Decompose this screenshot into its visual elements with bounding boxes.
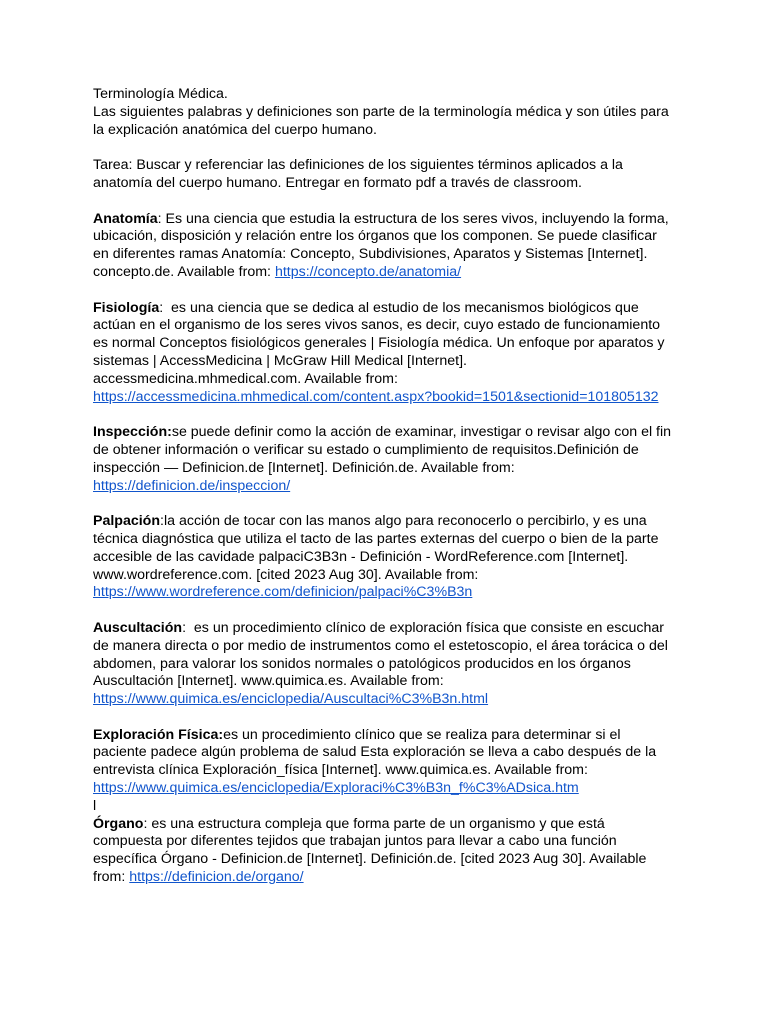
definition-line: de obtener información o verificar su estado o cumplimiento de requisitos.Definición de — [93, 441, 639, 458]
definition-line: en diferentes ramas Anatomía: Concepto, Subdivisiones, Aparatos y Sistemas [Internet]. — [93, 246, 648, 263]
task-line: anatomía del cuerpo humano. Entregar en formato pdf a través de classroom. — [93, 174, 582, 191]
reference-link-organo[interactable]: https://definicion.de/organo/ — [129, 869, 304, 886]
definition-line: técnica diagnóstica que utiliza el tacto de las partes externas del cuerpo o bien de la parte — [93, 530, 659, 547]
term-exploracion-fisica: Exploración Física: — [93, 726, 224, 743]
definition-line: es normal Conceptos fisiológicos generales | Fisiología médica. Un enfoque por aparatos y — [93, 335, 665, 352]
definition-line: entrevista clínica Exploración_física [Internet]. www.quimica.es. Available from: — [93, 762, 588, 779]
definition-line: : es una ciencia que se dedica al estudio de los mecanismos biológicos que — [159, 299, 639, 316]
entry-organo — [93, 816, 683, 887]
definition-line: : es un procedimiento clínico de exploración física que consiste en escuchar — [182, 619, 664, 636]
definition-line: compuesta por diferentes tejidos que trabajan juntos para llevar a cabo una función — [93, 833, 617, 850]
term-anatomia: Anatomía — [93, 210, 158, 227]
term-fisiologia: Fisiología — [93, 299, 160, 316]
definition-line: se puede definir como la acción de examinar, investigar o revisar algo con el fin — [171, 424, 672, 441]
entry-anatomia — [93, 211, 683, 282]
entry-fisiologia — [93, 300, 683, 407]
definition-line: es un procedimiento clínico que se realiza para determinar si el — [223, 726, 621, 743]
reference-link-exploracion-fisica[interactable]: https://www.quimica.es/enciclopedia/Exploraci%C3%B3n_f%C3%ADsica.htm — [93, 780, 579, 797]
definition-line: ubicación, disposición y relación entre los órganos que los componen. Se puede clasificar — [93, 228, 657, 245]
definition-line: paciente padece algún problema de salud Esta exploración se lleva a cabo después de la — [93, 744, 657, 761]
definition-line: de manera directa o por medio de instrumentos como el estetoscopio, el área torácica o del — [93, 637, 668, 654]
definition-line: accessmedicina.mhmedical.com. Available from: — [93, 370, 398, 387]
definition-line: abdomen, para valorar los sonidos normales o patológicos producidos en los órganos — [93, 655, 631, 672]
intro-line: la explicación anatómica del cuerpo humano. — [93, 121, 377, 138]
definition-line: from: — [93, 869, 130, 886]
entry-palpacion — [93, 513, 683, 602]
definition-line: : es una estructura compleja que forma parte de un organismo y que está — [143, 815, 605, 832]
definition-line: www.wordreference.com. [cited 2023 Aug 30]. Available from: — [93, 566, 479, 583]
task-paragraph — [93, 157, 683, 193]
reference-link-palpacion[interactable]: https://www.wordreference.com/definicion/palpaci%C3%B3n — [93, 584, 473, 601]
document-intro — [93, 86, 683, 139]
document-body — [93, 86, 683, 887]
definition-line: accesible de las cavidade palpaciC3B3n - Definición - WordReference.com [Internet]. — [93, 548, 629, 565]
reference-link-inspeccion[interactable]: https://definicion.de/inspeccion/ — [93, 477, 291, 494]
reference-link-anatomia[interactable]: https://concepto.de/anatomia/ — [274, 263, 462, 280]
definition-line: actúan en el organismo de los seres vivos sanos, es decir, cuyo estado de funcionamiento — [93, 317, 661, 334]
definition-line: : Es una ciencia que estudia la estructura de los seres vivos, incluyendo la forma, — [157, 210, 669, 227]
intro-line: Las siguientes palabras y definiciones son parte de la terminología médica y son útiles para — [93, 103, 669, 120]
term-palpacion: Palpación — [93, 513, 161, 530]
definition-line: concepto.de. Available from: — [93, 263, 275, 280]
definition-line: inspección — Definicion.de [Internet]. Definición.de. Available from: — [93, 459, 515, 476]
definition-line: :la acción de tocar con las manos algo para reconocerlo o percibirlo, y es una — [160, 513, 647, 530]
reference-link-auscultacion[interactable]: https://www.quimica.es/enciclopedia/Auscultaci%C3%B3n.html — [93, 691, 489, 708]
stray-character: l — [93, 797, 97, 814]
task-line: Tarea: Buscar y referenciar las definiciones de los siguientes términos aplicados a la — [93, 157, 623, 174]
entry-inspeccion — [93, 424, 683, 495]
definition-line: Auscultación [Internet]. www.quimica.es. Available from: — [93, 673, 444, 690]
document-title: Terminología Médica. — [93, 86, 228, 102]
definition-line: específica Órgano - Definicion.de [Internet]. Definición.de. [cited 2023 Aug 30]. Available — [93, 851, 647, 868]
reference-link-fisiologia[interactable]: https://accessmedicina.mhmedical.com/content.aspx?bookid=1501&sectionid=101805132 — [93, 388, 659, 405]
definition-line: sistemas | AccessMedicina | McGraw Hill Medical [Internet]. — [93, 352, 467, 369]
term-inspeccion: Inspección: — [93, 424, 172, 441]
term-organo: Órgano — [93, 815, 144, 832]
entry-exploracion-fisica — [93, 727, 683, 816]
term-auscultacion: Auscultación — [93, 619, 183, 636]
entry-auscultacion — [93, 620, 683, 709]
